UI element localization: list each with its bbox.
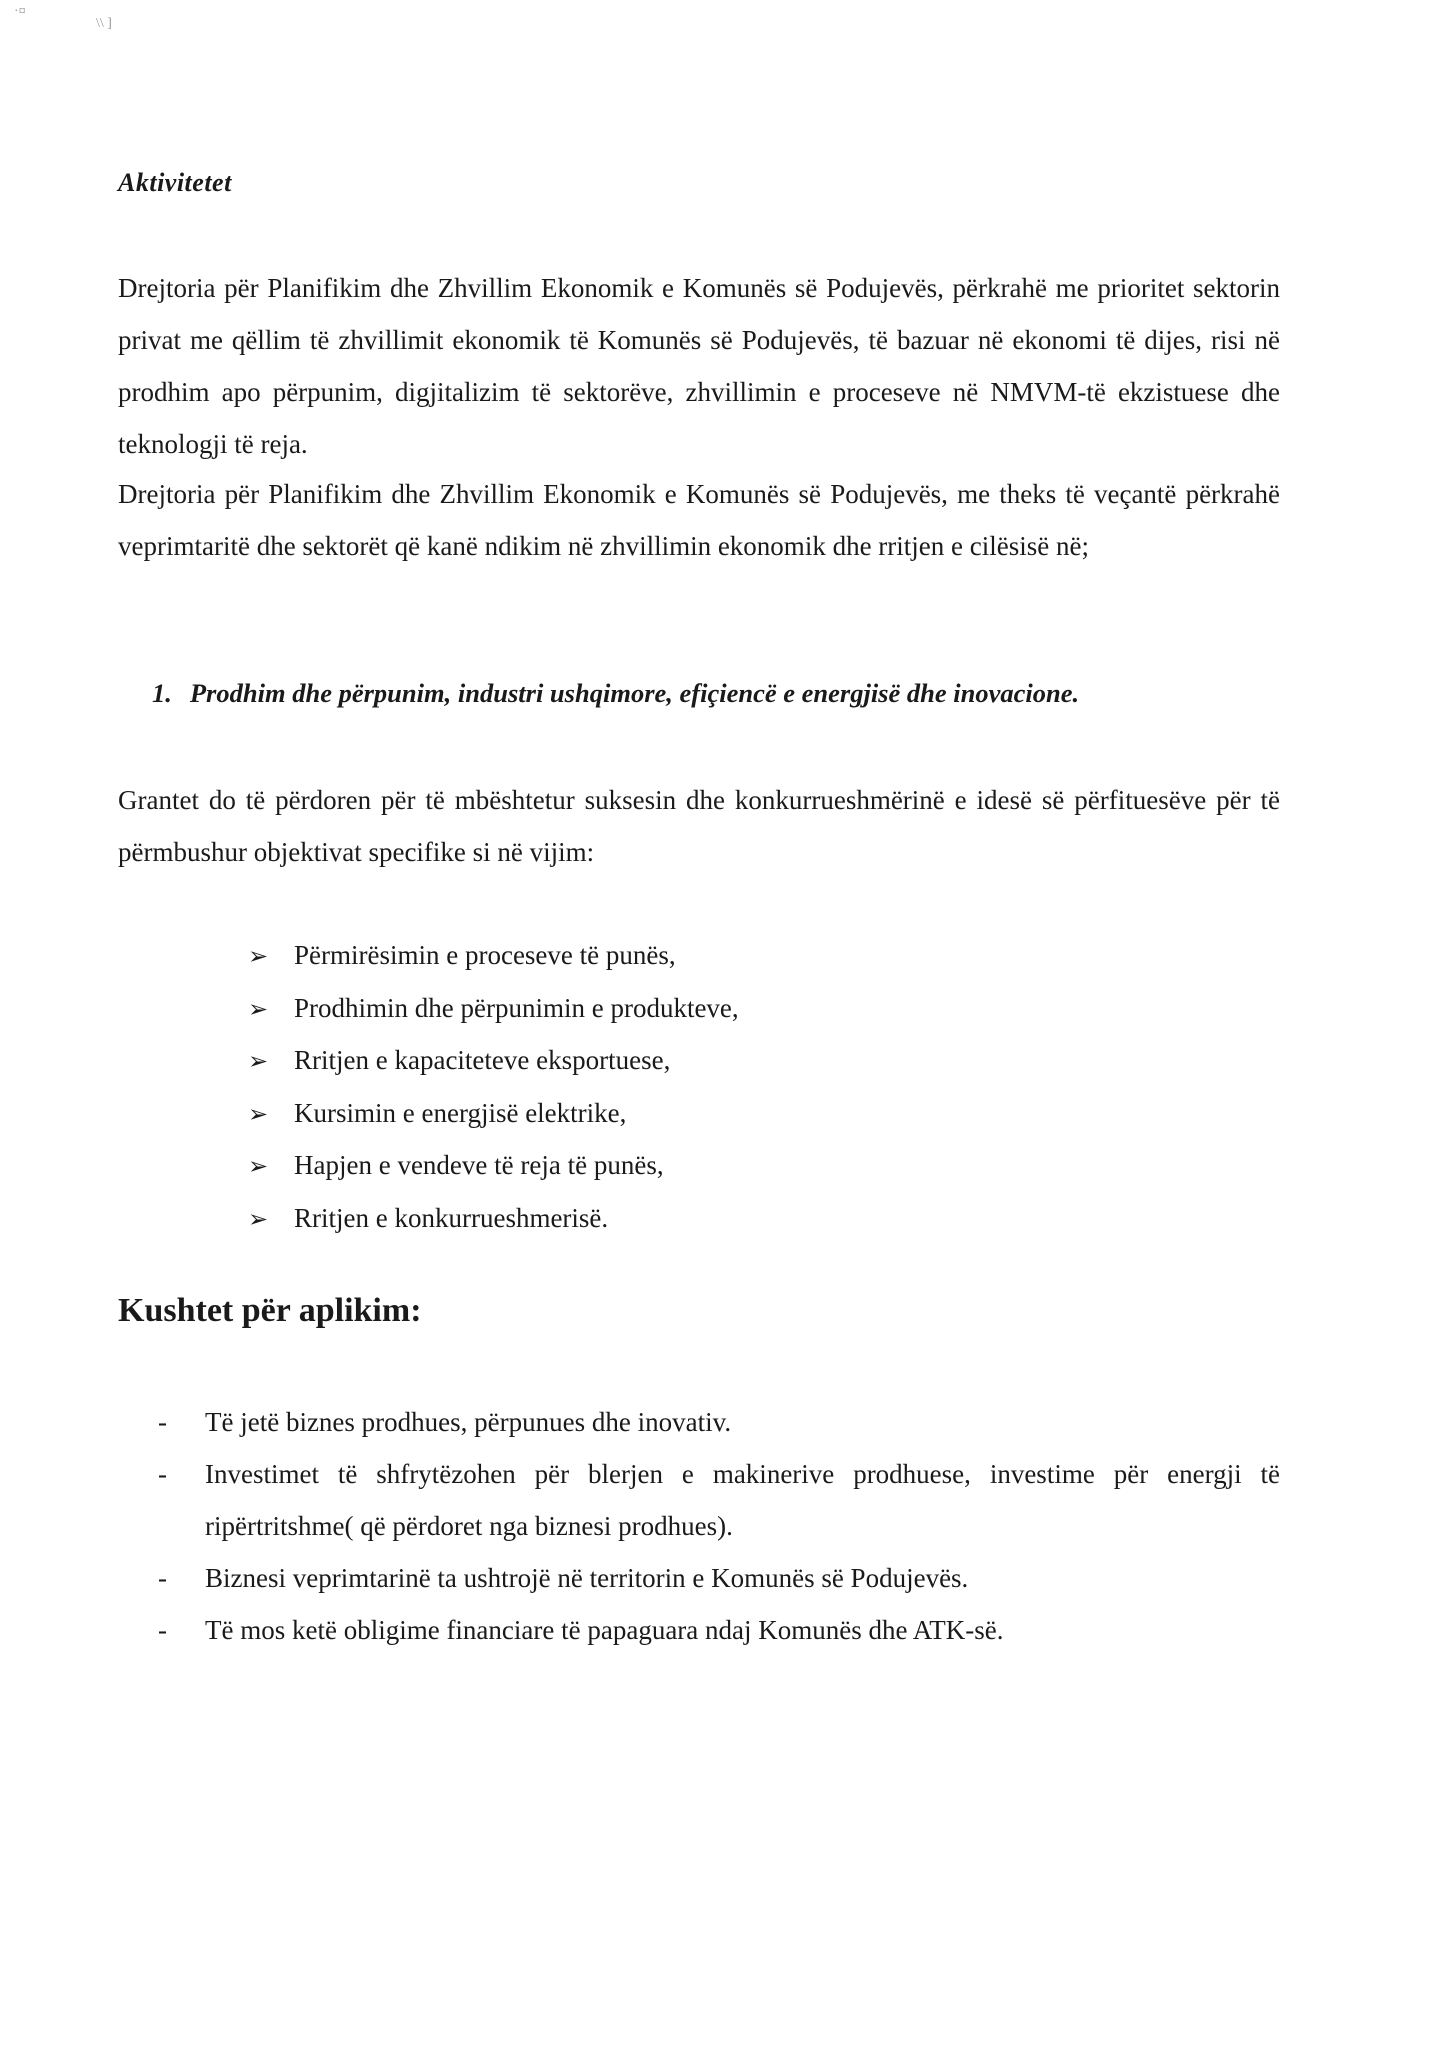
conditions-list [158, 1396, 1280, 1656]
list-item-text: Të jetë biznes prodhues, përpunues dhe inovativ. [205, 1407, 732, 1437]
paragraph-directorate-priority: Drejtoria për Planifikim dhe Zhvillim Ekonomik e Komunës së Podujevës, përkrahë me prioritet sektorin privat me qëllim të zhvillimit ekonomik të Komunës së Podujevës, të bazuar në ekonomi të dijes, risi në prodhim apo përpunim, digjitalizim të sektorëve, zhvillimin e proceseve në NMVM-të ekzistuese dhe teknologji të reja. [118, 273, 1280, 459]
paragraph-directorate-support: Drejtoria për Planifikim dhe Zhvillim Ekonomik e Komunës së Podujevës, me theks të veçantë përkrahë veprimtaritë dhe sektorët që kanë ndikim në zhvillimin ekonomik dhe rritjen e cilësisë në; [118, 479, 1280, 561]
dash-bullet: - [158, 1459, 167, 1489]
dash-bullet: - [158, 1563, 167, 1593]
list-item-text: Rritjen e kapaciteteve eksportuese, [294, 1045, 671, 1075]
objectives-list [248, 930, 739, 1245]
list-item [248, 930, 739, 983]
section-heading-application-conditions: Kushtet për aplikim: [118, 1292, 422, 1329]
list-item [158, 1396, 1280, 1448]
list-item [248, 1193, 739, 1246]
list-item [248, 1088, 739, 1141]
list-item [158, 1552, 1280, 1604]
list-item-text: Përmirësimin e proceseve të punës, [294, 940, 676, 970]
list-item-text: Rritjen e konkurrueshmerisë. [294, 1202, 609, 1233]
list-item [158, 1604, 1280, 1656]
arrow-bullet-icon: ➢ [248, 942, 269, 970]
list-item-text: Investimet të shfrytëzohen për blerjen e makinerive prodhuese, investime për energji të ripërtritshme( që përdoret nga biznesi prodhues). [205, 1459, 1280, 1541]
numbered-item [152, 678, 1079, 709]
dash-bullet: - [158, 1407, 167, 1437]
arrow-bullet-icon: ➢ [248, 1204, 269, 1233]
section-heading-activities: Aktivitetet [118, 168, 232, 197]
paragraph-grants-purpose: Grantet do të përdoren për të mbështetur suksesin dhe konkurrueshmërinë e idesë së përfituesëve për të përmbushur objektivat specifike si në vijim: [118, 785, 1280, 867]
list-item [248, 1140, 739, 1193]
dash-bullet: - [158, 1615, 167, 1645]
list-item-text: Biznesi veprimtarinë ta ushtrojë në territorin e Komunës së Podujevës. [205, 1563, 969, 1593]
arrow-bullet-icon: ➢ [248, 1099, 269, 1128]
list-item [158, 1448, 1280, 1552]
numbered-item-text: Prodhim dhe përpunim, industri ushqimore, efiçiencë e energjisë dhe inovacione. [189, 678, 1080, 708]
scan-artifact-mark: ·¤ [14, 4, 26, 19]
list-item-text: Kursimin e energjisë elektrike, [294, 1097, 627, 1128]
numbered-item-number: 1. [152, 678, 172, 708]
arrow-bullet-icon: ➢ [248, 1152, 269, 1180]
list-item-text: Të mos ketë obligime financiare të papaguara ndaj Komunës dhe ATK-së. [205, 1615, 1004, 1645]
arrow-bullet-icon: ➢ [248, 994, 269, 1023]
arrow-bullet-icon: ➢ [248, 1047, 269, 1075]
list-item-text: Hapjen e vendeve të reja të punës, [294, 1150, 664, 1180]
list-item-text: Prodhimin dhe përpunimin e produkteve, [294, 992, 739, 1023]
scan-artifact-mark: \\ ] [96, 16, 112, 31]
list-item [248, 1035, 739, 1088]
list-item [248, 983, 739, 1036]
